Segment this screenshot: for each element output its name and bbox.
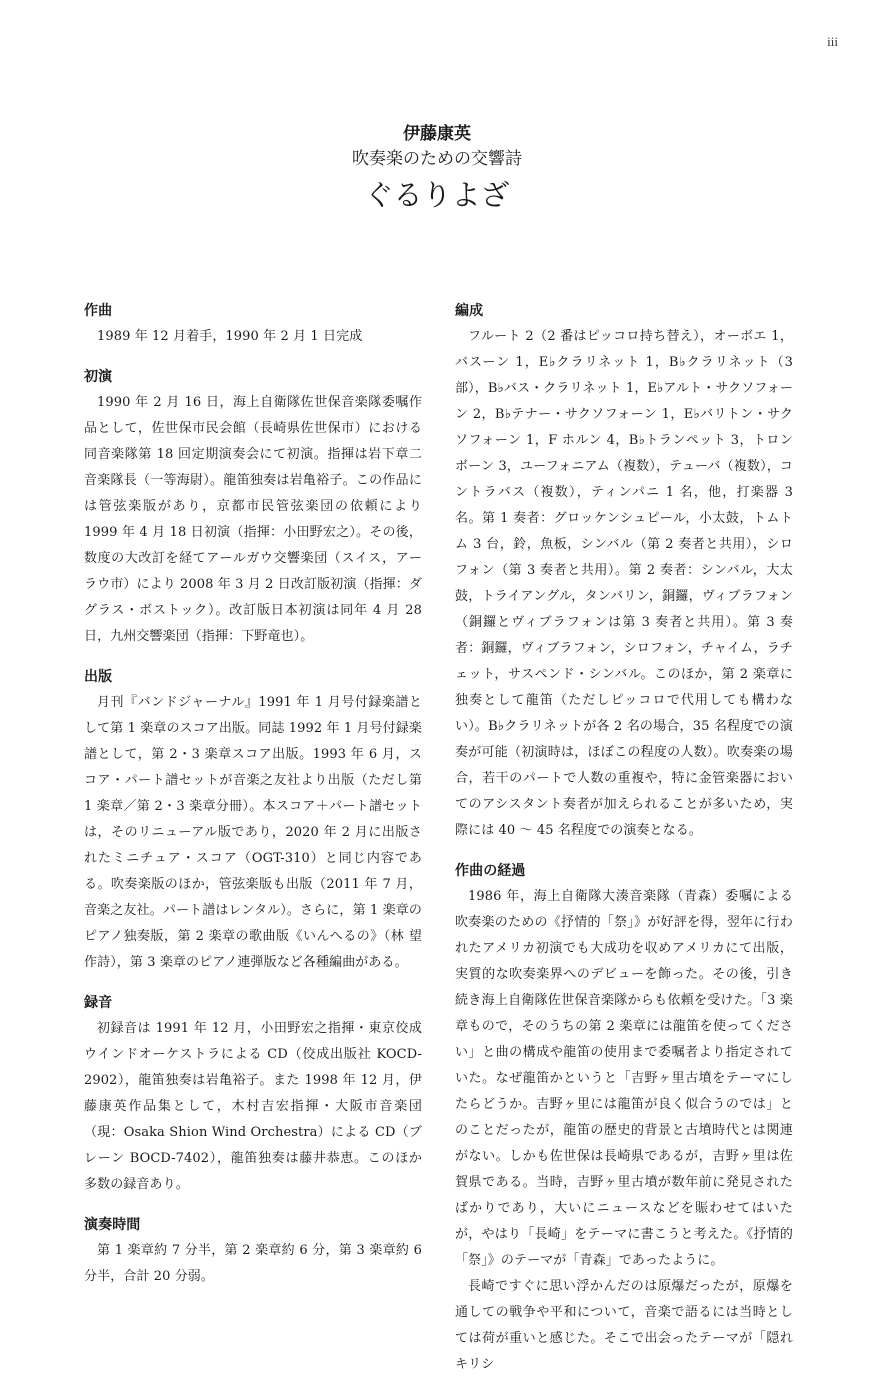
page-number: iii [827,34,838,49]
section-text: 長崎ですぐに思い浮かんだのは原爆だったが，原爆を通しての戦争や平和について，音楽で語るには当時としては荷が重いと感じた。そこで出会ったテーマが「隠れキリシ [455,1279,793,1372]
composer-name: 伊藤康英 [403,124,471,144]
section-text: 月刊『バンドジャーナル』1991 年 1 月号付録楽譜として第 1 楽章のスコア出版。同誌 1992 年 1 月号付録楽譜として，第 2・3 楽章スコア出版。1993 年 6 月，スコア・パート譜セットが音楽之友社より出版（ただし第 1 楽章／第 2・3 楽章分冊）。本スコア＋パート譜セットは，そのリニューアル版であり，2020 年 2 月に出版されたミニチュア・スコア（OGT-310）と同じ内容である。吹奏楽版のほか，管弦楽版も出版（2011 年 7 月，音楽之友社。パート譜はレンタル）。さらに，第 1 楽章のピアノ独奏版，第 2 楽章の歌曲版《いんへるの》（林 望作詩），第 3 楽章のピアノ連弾版など各種編曲がある。 [84,695,422,970]
section-text: 1986 年，海上自衛隊大湊音楽隊（青森）委嘱による吹奏楽のための《抒情的「祭」》が好評を得，翌年に行われたアメリカ初演でも大成功を収めアメリカにて出版，実質的な吹奏楽界へのデビューを飾った。その後，引き続き海上自衛隊佐世保音楽隊からも依頼を受けた。「3 楽章もので，そのうちの第 2 楽章には龍笛を使ってください」と曲の構成や龍笛の使用まで委嘱者より指定されていた。なぜ龍笛かというと「吉野ヶ里古墳をテーマにしたらどうか。吉野ヶ里には龍笛が良く似合うのでは」とのことだったが，龍笛の歴史的背景と古墳時代とは関連がない。しかも佐世保は長崎県であるが，吉野ヶ里は佐賀県である。当時，吉野ヶ里古墳が数年前に発見されたばかりであり，大いにニュースなどを賑わせてはいたが，やはり「長崎」をテーマに書こうと考えた。《抒情的「祭」》のテーマが「青森」であったように。 [455,889,793,1268]
section-heading: 作曲 [84,303,113,319]
section-premiere [84,364,422,650]
section-composition [84,298,422,350]
section-text: フルート 2（2 番はピッコロ持ち替え），オーボエ 1，バスーン 1，E♭クラリネット 1，B♭クラリネット（3 部），B♭バス・クラリネット 1，E♭アルト・サクソフォーン 2，B♭テナー・サクソフォーン 1，E♭バリトン・サクソフォーン 1，F ホルン 4，B♭トランペット 3，トロンボーン 3，ユーフォニアム（複数），テューバ（複数），コントラバス（複数），ティンパニ 1 名，他，打楽器 3 名。第 1 奏者：グロッケンシュピール，小太鼓，トムトム 3 台，鈴，魚板，シンバル（第 2 奏者と共用），シロフォン（第 3 奏者と共用）。第 2 奏者：シンバル，大太鼓，トライアングル，タンバリン，銅鑼，ヴィブラフォン（銅鑼とヴィブラフォンは第 3 奏者と共用）。第 3 奏者：銅鑼，ヴィブラフォン，シロフォン，チャイム，ラチェット，サスペンド・シンバル。このほか，第 2 楽章に独奏として龍笛（ただしピッコロで代用しても構わない）。B♭クラリネットが各 2 名の場合，35 名程度での演奏が可能（初演時は，ほぼこの程度の人数）。吹奏楽の場合，若干のパートで人数の重複や，特に金管楽器においてのアシスタント奏者が加えられることが多いため，実際には 40 〜 45 名程度での演奏となる。 [455,329,793,838]
section-heading: 録音 [84,995,113,1011]
section-heading: 出版 [84,669,113,685]
work-title: ぐるりよざ [364,178,510,212]
section-background [455,858,793,1378]
section-text: 1990 年 2 月 16 日，海上自衛隊佐世保音楽隊委嘱作品として，佐世保市民会館（長崎県佐世保市）における同音楽隊第 18 回定期演奏会にて初演。指揮は岩下章二音楽隊長（一等海尉）。龍笛独奏は岩亀裕子。この作品には管弦楽版があり，京都市民管弦楽団の依頼により 1999 年 4 月 18 日初演（指揮：小田野宏之）。その後，数度の大改訂を経てアールガウ交響楽団（スイス，アーラウ市）により 2008 年 3 月 2 日改訂版初演（指揮：ダグラス・ボストック）。改訂版日本初演は同年 4 月 28 日，九州交響楽団（指揮：下野竜也）。 [84,395,422,644]
work-subtitle: 吹奏楽のための交響詩 [352,149,522,169]
section-heading: 演奏時間 [84,1217,141,1233]
section-heading: 初演 [84,369,113,385]
left-column [84,298,422,1304]
section-text: 初録音は 1991 年 12 月，小田野宏之指揮・東京佼成ウインドオーケストラによる CD（佼成出版社 KOCD-2902），龍笛独奏は岩亀裕子。また 1998 年 12 月，伊藤康英作品集として，木村吉宏指揮・大阪市音楽団（現：Osaka Shion Wind Orchestra）による CD（ブレーン BOCD-7402），龍笛独奏は藤井恭恵。このほか多数の録音あり。 [84,1021,422,1192]
section-text: 1989 年 12 月着手，1990 年 2 月 1 日完成 [97,329,363,344]
title-block [0,122,874,216]
right-column [455,298,793,1392]
section-heading: 編成 [455,303,484,319]
section-publication [84,664,422,976]
section-recording [84,990,422,1198]
section-heading: 作曲の経過 [455,863,526,879]
section-instrumentation [455,298,793,844]
section-text: 第 1 楽章約 7 分半，第 2 楽章約 6 分，第 3 楽章約 6 分半，合計 20 分弱。 [84,1243,422,1284]
section-duration [84,1212,422,1290]
